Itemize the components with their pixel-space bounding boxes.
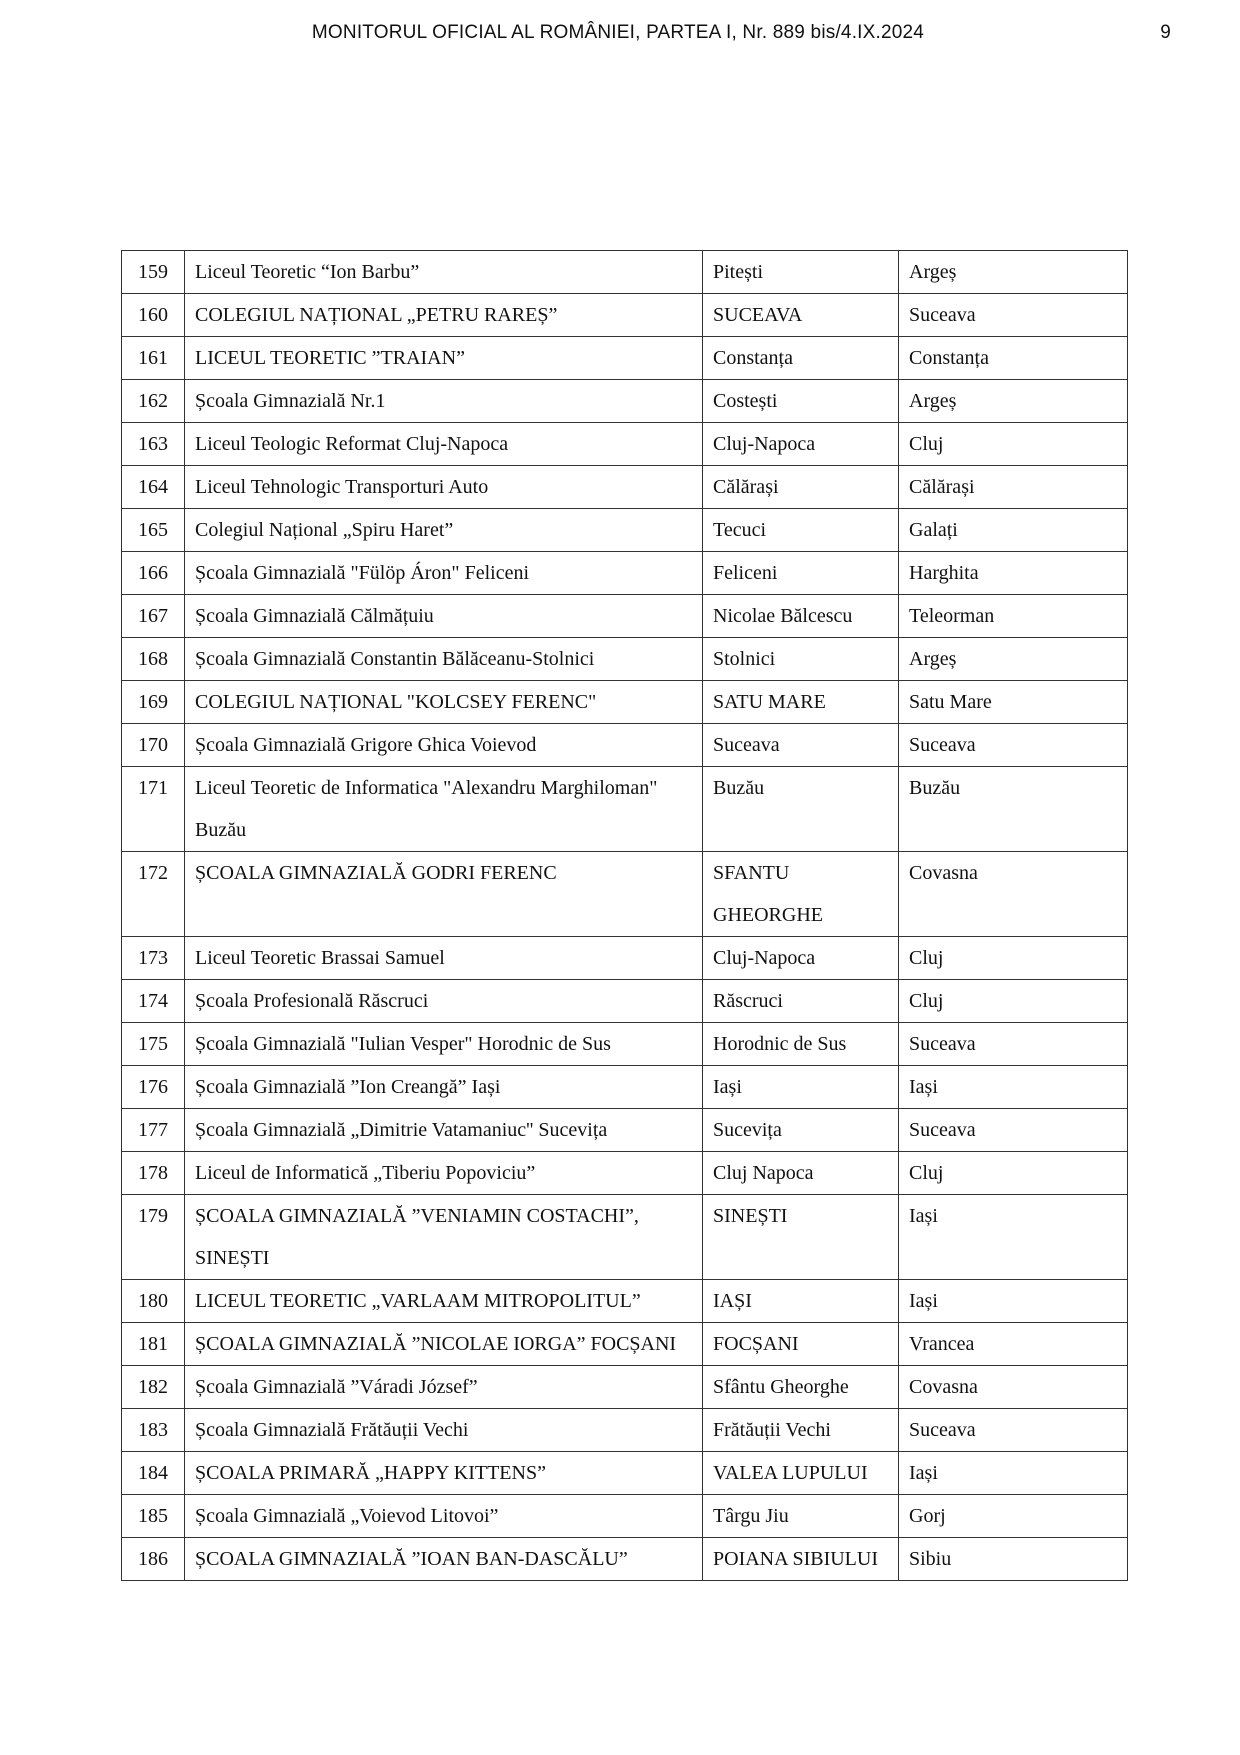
locality-cell [703,1066,899,1109]
table-row [122,937,1128,980]
locality-cell-text: Sucevița [713,1119,782,1141]
row-number-cell [122,1495,185,1538]
school-name-cell [185,681,703,724]
locality-cell-text: SUCEAVA [713,304,803,326]
county-cell-text: Harghita [909,562,979,584]
locality-cell [703,595,899,638]
school-name-cell-text: Liceul Teoretic Brassai Samuel [195,947,445,969]
school-name-cell [185,1109,703,1152]
row-number-cell [122,294,185,337]
table-row [122,1366,1128,1409]
locality-cell-text: IAȘI [713,1290,752,1312]
county-cell-text: Sibiu [909,1548,952,1570]
county-cell-text: Iași [909,1290,938,1312]
row-number-cell [122,1323,185,1366]
locality-cell [703,852,899,937]
row-number-cell-text: 183 [138,1419,168,1441]
locality-cell-text: Călărași [713,476,779,498]
county-cell [899,294,1128,337]
county-cell-text: Suceava [909,1119,976,1141]
row-number-cell-text: 179 [138,1205,168,1227]
school-name-cell-text: Școala Gimnazială Nr.1 [195,390,386,412]
locality-cell [703,466,899,509]
locality-cell [703,1280,899,1323]
county-cell [899,980,1128,1023]
row-number-cell-text: 167 [138,605,168,627]
county-cell-text: Covasna [909,1376,978,1398]
school-name-cell [185,509,703,552]
row-number-cell [122,552,185,595]
county-cell [899,1409,1128,1452]
locality-cell [703,1452,899,1495]
locality-cell-text: Horodnic de Sus [713,1033,847,1055]
table-row [122,1152,1128,1195]
table-row [122,767,1128,852]
row-number-cell [122,337,185,380]
row-number-cell [122,509,185,552]
school-name-cell-text: Școala Gimnazială ”Ion Creangă” Iași [195,1076,501,1098]
locality-cell-text: Stolnici [713,648,776,670]
school-name-cell-text: Școala Profesională Răscruci [195,990,429,1012]
row-number-cell [122,1023,185,1066]
county-cell [899,1152,1128,1195]
locality-cell-text: Răscruci [713,990,783,1012]
county-cell-text: Teleorman [909,605,995,627]
locality-cell [703,380,899,423]
county-cell-text: Călărași [909,476,975,498]
school-name-cell [185,1366,703,1409]
table-row [122,1066,1128,1109]
school-name-cell-text: Școala Gimnazială ”Váradi József” [195,1376,478,1398]
school-name-cell-text: Colegiul Național „Spiru Haret” [195,519,454,541]
school-name-cell-text: LICEUL TEORETIC ”TRAIAN” [195,347,465,369]
row-number-cell-text: 171 [138,777,168,799]
row-number-cell-text: 180 [138,1290,168,1312]
locality-cell [703,509,899,552]
county-cell [899,767,1128,852]
row-number-cell-text: 184 [138,1462,168,1484]
table-row [122,1280,1128,1323]
locality-cell-text: Constanța [713,347,793,369]
locality-cell [703,1152,899,1195]
table-row [122,1495,1128,1538]
school-name-cell-text: Liceul Teoretic de Informatica "Alexandru Marghiloman" Buzău [195,777,658,841]
school-name-cell-text: Școala Gimnazială „Dimitrie Vatamaniuc'' Sucevița [195,1119,608,1141]
county-cell [899,552,1128,595]
row-number-cell [122,423,185,466]
locality-cell-text: Costești [713,390,778,412]
row-number-cell [122,1409,185,1452]
county-cell [899,251,1128,294]
locality-cell-text: Feliceni [713,562,778,584]
county-cell-text: Galați [909,519,958,541]
table-row [122,509,1128,552]
row-number-cell [122,595,185,638]
school-name-cell [185,638,703,681]
table-row [122,380,1128,423]
school-name-cell-text: Școala Gimnazială Călmățuiu [195,605,434,627]
school-name-cell-text: COLEGIUL NAȚIONAL "KOLCSEY FERENC" [195,691,597,713]
gazette-title-text: MONITORUL OFICIAL AL ROMÂNIEI, PARTEA I, Nr. 889 bis/4.IX.2024 [311,22,925,43]
school-name-cell [185,552,703,595]
table-row [122,1538,1128,1581]
table-row [122,852,1128,937]
row-number-cell [122,767,185,852]
table-row [122,423,1128,466]
locality-cell-text: Cluj Napoca [713,1162,814,1184]
school-name-cell-text: Liceul Tehnologic Transporturi Auto [195,476,489,498]
locality-cell-text: Nicolae Bălcescu [713,605,853,627]
county-cell [899,1323,1128,1366]
row-number-cell [122,380,185,423]
row-number-cell-text: 176 [138,1076,168,1098]
locality-cell-text: Iași [713,1076,742,1098]
locality-cell-text: POIANA SIBIULUI [713,1548,878,1570]
locality-cell [703,423,899,466]
locality-cell [703,1109,899,1152]
row-number-cell-text: 166 [138,562,168,584]
locality-cell-text: Suceava [713,734,780,756]
row-number-cell [122,1066,185,1109]
county-cell [899,1195,1128,1280]
school-name-cell-text: Liceul Teologic Reformat Cluj-Napoca [195,433,509,455]
school-name-cell [185,1452,703,1495]
row-number-cell [122,1195,185,1280]
locality-cell [703,1195,899,1280]
school-name-cell-text: Liceul Teoretic “Ion Barbu” [195,261,420,283]
county-cell [899,1452,1128,1495]
county-cell-text: Suceava [909,304,976,326]
locality-cell [703,251,899,294]
county-cell-text: Argeș [909,648,957,670]
county-cell [899,681,1128,724]
county-cell [899,1066,1128,1109]
row-number-cell-text: 164 [138,476,168,498]
locality-cell-text: Buzău [713,777,765,799]
school-name-cell [185,1152,703,1195]
county-cell-text: Suceava [909,1419,976,1441]
row-number-cell-text: 181 [138,1333,168,1355]
school-name-cell-text: ȘCOALA GIMNAZIALĂ ”IOAN BAN-DASCĂLU” [195,1548,628,1570]
locality-cell-text: Târgu Jiu [713,1505,789,1527]
locality-cell-text: Pitești [713,261,764,283]
table-row [122,466,1128,509]
county-cell-text: Suceava [909,1033,976,1055]
school-name-cell [185,1538,703,1581]
school-name-cell-text: Liceul de Informatică „Tiberiu Popoviciu” [195,1162,536,1184]
county-cell [899,1109,1128,1152]
locality-cell [703,638,899,681]
county-cell [899,1495,1128,1538]
locality-cell [703,337,899,380]
county-cell [899,337,1128,380]
school-name-cell [185,852,703,937]
row-number-cell-text: 185 [138,1505,168,1527]
school-name-cell [185,294,703,337]
table-row [122,1409,1128,1452]
row-number-cell [122,251,185,294]
schools-table-body [122,251,1128,1581]
locality-cell [703,724,899,767]
row-number-cell-text: 178 [138,1162,168,1184]
county-cell-text: Cluj [909,990,944,1012]
school-name-cell-text: LICEUL TEORETIC „VARLAAM MITROPOLITUL” [195,1290,641,1312]
locality-cell [703,1495,899,1538]
row-number-cell-text: 174 [138,990,168,1012]
locality-cell [703,1538,899,1581]
locality-cell-text: Cluj-Napoca [713,947,816,969]
county-cell-text: Suceava [909,734,976,756]
row-number-cell-text: 182 [138,1376,168,1398]
school-name-cell [185,380,703,423]
locality-cell [703,1366,899,1409]
school-name-cell-text: ȘCOALA PRIMARĂ „HAPPY KITTENS” [195,1462,546,1484]
locality-cell [703,1023,899,1066]
locality-cell [703,552,899,595]
school-name-cell-text: Școala Gimnazială Frătăuții Vechi [195,1419,469,1441]
school-name-cell-text: ȘCOALA GIMNAZIALĂ GODRI FERENC [195,862,557,884]
row-number-cell [122,466,185,509]
school-name-cell [185,1280,703,1323]
county-cell [899,466,1128,509]
county-cell-text: Iași [909,1462,938,1484]
county-cell-text: Cluj [909,947,944,969]
county-cell [899,638,1128,681]
county-cell-text: Cluj [909,433,944,455]
school-name-cell [185,423,703,466]
school-name-cell [185,724,703,767]
page-header [0,22,1240,52]
locality-cell [703,980,899,1023]
table-row [122,294,1128,337]
row-number-cell-text: 161 [138,347,168,369]
county-cell-text: Buzău [909,777,961,799]
gazette-title [0,22,1240,44]
table-row [122,638,1128,681]
row-number-cell [122,852,185,937]
county-cell [899,1366,1128,1409]
table-row [122,724,1128,767]
row-number-cell [122,1109,185,1152]
county-cell [899,423,1128,466]
county-cell [899,724,1128,767]
county-cell [899,1538,1128,1581]
table-row [122,251,1128,294]
school-name-cell-text: ȘCOALA GIMNAZIALĂ ”NICOLAE IORGA” FOCȘANI [195,1333,677,1355]
county-cell [899,509,1128,552]
county-cell-text: Covasna [909,862,978,884]
county-cell-text: Argeș [909,261,957,283]
county-cell [899,1023,1128,1066]
row-number-cell-text: 162 [138,390,168,412]
row-number-cell [122,1538,185,1581]
locality-cell-text: Cluj-Napoca [713,433,816,455]
school-name-cell-text: Școala Gimnazială Grigore Ghica Voievod [195,734,537,756]
school-name-cell [185,980,703,1023]
locality-cell-text: SINEȘTI [713,1205,788,1227]
table-row [122,552,1128,595]
county-cell [899,1280,1128,1323]
locality-cell-text: VALEA LUPULUI [713,1462,868,1484]
locality-cell [703,1323,899,1366]
school-name-cell [185,251,703,294]
locality-cell [703,1409,899,1452]
schools-table [121,250,1128,1581]
row-number-cell [122,1452,185,1495]
locality-cell [703,681,899,724]
school-name-cell [185,1195,703,1280]
table-row [122,1323,1128,1366]
row-number-cell-text: 159 [138,261,168,283]
school-name-cell [185,1323,703,1366]
locality-cell [703,937,899,980]
school-name-cell [185,1066,703,1109]
row-number-cell [122,638,185,681]
row-number-cell [122,1280,185,1323]
locality-cell [703,294,899,337]
school-name-cell-text: Școala Gimnazială "Fülöp Áron" Feliceni [195,562,530,584]
county-cell-text: Constanța [909,347,989,369]
locality-cell-text: Frătăuții Vechi [713,1419,831,1441]
row-number-cell-text: 177 [138,1119,168,1141]
county-cell [899,937,1128,980]
row-number-cell-text: 169 [138,691,168,713]
row-number-cell [122,681,185,724]
locality-cell [703,767,899,852]
county-cell-text: Satu Mare [909,691,992,713]
school-name-cell [185,1495,703,1538]
table-row [122,337,1128,380]
table-row [122,1452,1128,1495]
locality-cell-text: Sfântu Gheorghe [713,1376,849,1398]
school-name-cell-text: ȘCOALA GIMNAZIALĂ ”VENIAMIN COSTACHI”, SINEȘTI [195,1205,639,1269]
county-cell [899,595,1128,638]
school-name-cell-text: Școala Gimnazială "Iulian Vesper" Horodnic de Sus [195,1033,611,1055]
row-number-cell [122,937,185,980]
row-number-cell-text: 165 [138,519,168,541]
school-name-cell [185,767,703,852]
county-cell [899,380,1128,423]
row-number-cell-text: 172 [138,862,168,884]
row-number-cell-text: 173 [138,947,168,969]
locality-cell-text: SATU MARE [713,691,826,713]
county-cell-text: Argeș [909,390,957,412]
school-name-cell [185,1023,703,1066]
page-number: 9 [1160,22,1171,43]
table-row [122,681,1128,724]
county-cell-text: Vrancea [909,1333,975,1355]
row-number-cell [122,724,185,767]
school-name-cell [185,466,703,509]
locality-cell-text: FOCȘANI [713,1333,799,1355]
row-number-cell [122,1366,185,1409]
school-name-cell [185,1409,703,1452]
school-name-cell-text: Școala Gimnazială Constantin Bălăceanu-Stolnici [195,648,595,670]
row-number-cell-text: 170 [138,734,168,756]
table-row [122,980,1128,1023]
locality-cell-text: SFANTU GHEORGHE [713,862,823,926]
row-number-cell-text: 160 [138,304,168,326]
school-name-cell [185,337,703,380]
school-name-cell-text: COLEGIUL NAȚIONAL „PETRU RAREȘ” [195,304,558,326]
locality-cell-text: Tecuci [713,519,767,541]
county-cell-text: Iași [909,1076,938,1098]
table-row [122,1195,1128,1280]
row-number-cell-text: 175 [138,1033,168,1055]
county-cell-text: Iași [909,1205,938,1227]
table-row [122,1023,1128,1066]
row-number-cell [122,1152,185,1195]
row-number-cell [122,980,185,1023]
county-cell-text: Cluj [909,1162,944,1184]
school-name-cell [185,937,703,980]
row-number-cell-text: 186 [138,1548,168,1570]
row-number-cell-text: 168 [138,648,168,670]
county-cell [899,852,1128,937]
row-number-cell-text: 163 [138,433,168,455]
county-cell-text: Gorj [909,1505,946,1527]
school-name-cell-text: Școala Gimnazială „Voievod Litovoi” [195,1505,499,1527]
table-row [122,595,1128,638]
table-row [122,1109,1128,1152]
school-name-cell [185,595,703,638]
